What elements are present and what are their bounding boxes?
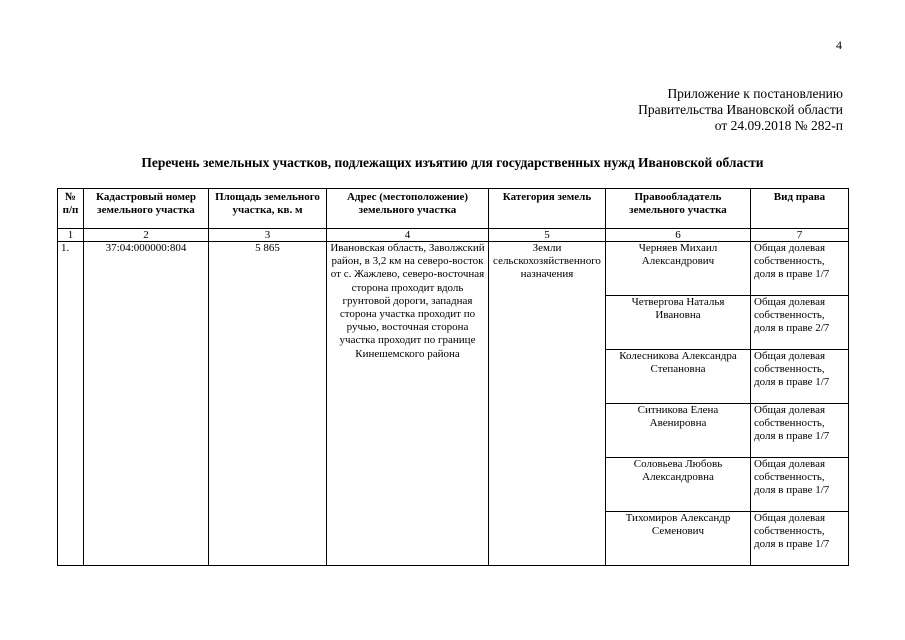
header-area: Площадь земельного участка, кв. м bbox=[209, 189, 327, 229]
right-type: Общая долевая собственность, доля в праве 1/7 bbox=[751, 350, 849, 404]
header-owner: Правообладатель земельного участка bbox=[606, 189, 751, 229]
header-address: Адрес (местоположение) земельного участка bbox=[327, 189, 489, 229]
table-header-row bbox=[58, 189, 849, 229]
owner-name: Ситникова Елена Авенировна bbox=[606, 404, 751, 458]
annex-line-1: Приложение к постановлению bbox=[667, 86, 843, 101]
right-type: Общая долевая собственность, доля в праве 1/7 bbox=[751, 512, 849, 566]
row-number: 1. bbox=[58, 242, 84, 566]
right-type: Общая долевая собственность, доля в праве 1/7 bbox=[751, 404, 849, 458]
cadastral-number: 37:04:000000:804 bbox=[84, 242, 209, 566]
column-number: 5 bbox=[489, 229, 606, 242]
column-number: 1 bbox=[58, 229, 84, 242]
owner-name: Соловьева Любовь Александровна bbox=[606, 458, 751, 512]
table-row bbox=[58, 242, 849, 296]
plot-area: 5 865 bbox=[209, 242, 327, 566]
page-number: 4 bbox=[836, 38, 842, 52]
land-category: Земли сельскохозяйственного назначения bbox=[489, 242, 606, 566]
annex-line-3: от 24.09.2018 № 282-п bbox=[714, 118, 843, 133]
plot-address: Ивановская область, Заволжский район, в 3,2 км на северо-восток от с. Жажлево, северо-восточная сторона проходит вдоль грунтовой дороги, западная сторона участка проходит по ручью, восточная сторона участка проходит по границе Кинешемского района bbox=[327, 242, 489, 566]
header-cadastral: Кадастровый номер земельного участка bbox=[84, 189, 209, 229]
owner-name: Черняев Михаил Александрович bbox=[606, 242, 751, 296]
annex-header bbox=[638, 86, 843, 134]
header-category: Категория земель bbox=[489, 189, 606, 229]
column-number: 6 bbox=[606, 229, 751, 242]
right-type: Общая долевая собственность, доля в праве 2/7 bbox=[751, 296, 849, 350]
owner-name: Тихомиров Александр Семенович bbox=[606, 512, 751, 566]
column-number: 4 bbox=[327, 229, 489, 242]
annex-line-2: Правительства Ивановской области bbox=[638, 102, 843, 117]
owner-name: Четвергова Наталья Ивановна bbox=[606, 296, 751, 350]
column-number: 3 bbox=[209, 229, 327, 242]
owner-name: Колесникова Александра Степановна bbox=[606, 350, 751, 404]
column-number: 7 bbox=[751, 229, 849, 242]
right-type: Общая долевая собственность, доля в праве 1/7 bbox=[751, 242, 849, 296]
right-type: Общая долевая собственность, доля в праве 1/7 bbox=[751, 458, 849, 512]
column-numbers-row bbox=[58, 229, 849, 242]
header-right-type: Вид права bbox=[751, 189, 849, 229]
column-number: 2 bbox=[84, 229, 209, 242]
document-title: Перечень земельных участков, подлежащих изъятию для государственных нужд Ивановской области bbox=[141, 155, 764, 170]
header-number: № п/п bbox=[58, 189, 84, 229]
land-plots-table bbox=[57, 188, 849, 566]
